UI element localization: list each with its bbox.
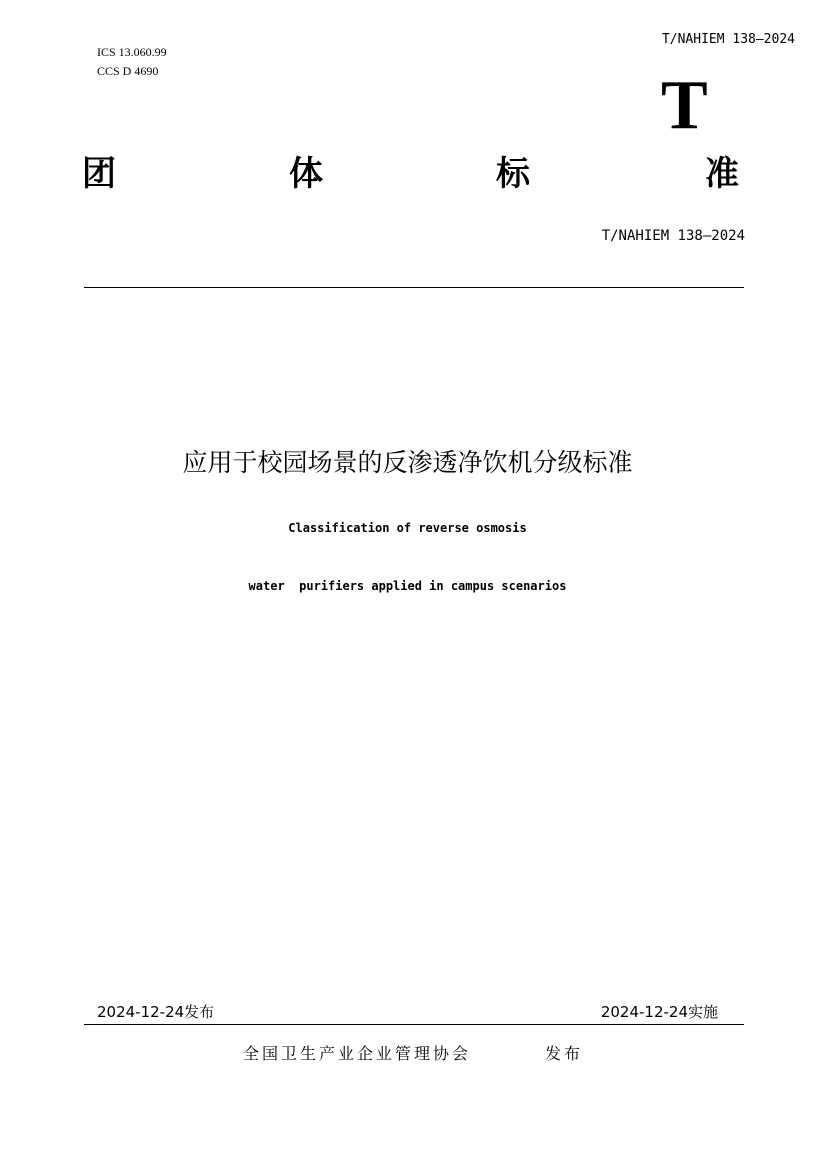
implement-date: 2024-12-24实施 [600, 1003, 718, 1021]
title-english-line-1: Classification of reverse osmosis [288, 521, 527, 535]
standard-category-letter: T [661, 67, 708, 144]
publish-date: 2024-12-24发布 [97, 1003, 215, 1021]
published-label: 发布 [545, 1044, 584, 1063]
title-chinese: 应用于校园场景的反渗透净饮机分级标准 [182, 448, 633, 477]
standard-type-char-4: 准 [705, 154, 739, 194]
top-divider [84, 287, 744, 288]
standard-type-char-1: 团 [82, 154, 116, 194]
title-english-line-2: water purifiers applied in campus scenarios [248, 579, 567, 593]
ics-code: ICS 13.060.99 [97, 45, 167, 59]
document-code: T/NAHIEM 138—2024 [601, 228, 745, 244]
ccs-code: CCS D 4690 [97, 64, 159, 78]
publisher-name: 全国卫生产业企业管理协会 [243, 1044, 472, 1063]
bottom-divider [84, 1024, 744, 1025]
standard-type-char-2: 体 [289, 154, 323, 194]
standard-type-char-3: 标 [496, 154, 530, 194]
classification-codes [97, 43, 167, 81]
header-document-code: T/NAHIEM 138—2024 [661, 32, 795, 47]
